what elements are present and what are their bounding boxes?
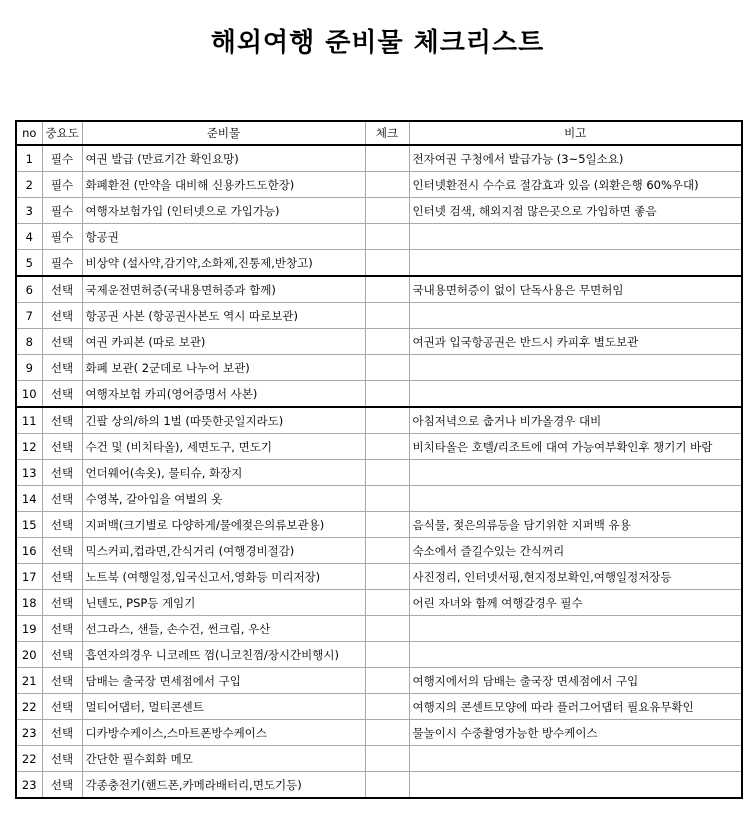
row-importance-cell: 필수 — [42, 224, 82, 250]
row-note-cell: 여행지의 콘센트모양에 따라 플러그어댑터 필요유무확인 — [409, 694, 742, 720]
header-no: no — [16, 121, 42, 145]
row-no-cell: 16 — [16, 538, 42, 564]
row-importance-cell: 선택 — [42, 564, 82, 590]
row-item-cell: 노트북 (여행일정,입국신고서,영화등 미리저장) — [82, 564, 365, 590]
row-no-cell: 2 — [16, 172, 42, 198]
table-row — [16, 224, 742, 250]
row-no-cell: 21 — [16, 668, 42, 694]
row-check-cell[interactable] — [365, 434, 409, 460]
row-item-cell: 멀티어댑터, 멀티콘센트 — [82, 694, 365, 720]
row-note-cell: 비치타올은 호텔/리조트에 대여 가능여부확인후 챙기기 바람 — [409, 434, 742, 460]
row-note-cell: 국내용면허증이 없이 단독사용은 무면허임 — [409, 276, 742, 303]
row-item-cell: 국제운전면허증(국내용면허증과 함께) — [82, 276, 365, 303]
row-importance-cell: 선택 — [42, 512, 82, 538]
table-row — [16, 746, 742, 772]
row-item-cell: 선그라스, 샌들, 손수건, 썬크림, 우산 — [82, 616, 365, 642]
table-row — [16, 407, 742, 434]
row-check-cell[interactable] — [365, 746, 409, 772]
row-note-cell: 사진정리, 인터넷서핑,현지정보확인,여행일정저장등 — [409, 564, 742, 590]
row-no-cell: 9 — [16, 355, 42, 381]
table-row — [16, 172, 742, 198]
row-importance-cell: 필수 — [42, 250, 82, 277]
row-note-cell: 물놀이시 수중촬영가능한 방수케이스 — [409, 720, 742, 746]
row-item-cell: 각종충전기(핸드폰,카메라배터리,면도기등) — [82, 772, 365, 799]
table-row — [16, 355, 742, 381]
row-importance-cell: 선택 — [42, 303, 82, 329]
header-row — [16, 121, 742, 145]
row-note-cell — [409, 303, 742, 329]
row-item-cell: 담배는 출국장 면세점에서 구입 — [82, 668, 365, 694]
row-item-cell: 지퍼백(크기별로 다양하게/물에젖은의류보관용) — [82, 512, 365, 538]
row-check-cell[interactable] — [365, 303, 409, 329]
row-importance-cell: 선택 — [42, 355, 82, 381]
table-row — [16, 460, 742, 486]
table-row — [16, 694, 742, 720]
table-row — [16, 668, 742, 694]
row-check-cell[interactable] — [365, 720, 409, 746]
row-note-cell — [409, 460, 742, 486]
row-importance-cell: 선택 — [42, 460, 82, 486]
header-note: 비고 — [409, 121, 742, 145]
table-row — [16, 434, 742, 460]
page-title: 해외여행 준비물 체크리스트 — [210, 28, 545, 58]
row-importance-cell: 선택 — [42, 746, 82, 772]
row-check-cell[interactable] — [365, 772, 409, 799]
row-item-cell: 수건 및 (비치타올), 세면도구, 면도기 — [82, 434, 365, 460]
table-row — [16, 564, 742, 590]
row-item-cell: 긴팔 상의/하의 1벌 (따뜻한곳일지라도) — [82, 407, 365, 434]
row-item-cell: 화폐 보관( 2군데로 나누어 보관) — [82, 355, 365, 381]
row-note-cell — [409, 746, 742, 772]
row-note-cell: 아침저녁으로 춥거나 비가올경우 대비 — [409, 407, 742, 434]
row-note-cell — [409, 355, 742, 381]
row-item-cell: 항공권 사본 (항공권사본도 역시 따로보관) — [82, 303, 365, 329]
table-row — [16, 303, 742, 329]
row-item-cell: 여행자보험 카피(영어증명서 사본) — [82, 381, 365, 408]
row-item-cell: 간단한 필수회화 메모 — [82, 746, 365, 772]
row-check-cell[interactable] — [365, 250, 409, 277]
row-item-cell: 믹스커피,컵라면,간식거리 (여행경비절감) — [82, 538, 365, 564]
row-check-cell[interactable] — [365, 642, 409, 668]
row-note-cell: 숙소에서 즐길수있는 간식꺼리 — [409, 538, 742, 564]
row-importance-cell: 선택 — [42, 486, 82, 512]
row-importance-cell: 선택 — [42, 538, 82, 564]
table-row — [16, 198, 742, 224]
table-row — [16, 538, 742, 564]
row-check-cell[interactable] — [365, 355, 409, 381]
row-no-cell: 12 — [16, 434, 42, 460]
row-item-cell: 비상약 (설사약,감기약,소화제,진통제,반창고) — [82, 250, 365, 277]
row-note-cell: 여행지에서의 담배는 출국장 면세점에서 구입 — [409, 668, 742, 694]
row-item-cell: 언더웨어(속옷), 물티슈, 화장지 — [82, 460, 365, 486]
row-importance-cell: 선택 — [42, 276, 82, 303]
row-note-cell — [409, 642, 742, 668]
row-note-cell — [409, 250, 742, 277]
row-no-cell: 18 — [16, 590, 42, 616]
row-no-cell: 13 — [16, 460, 42, 486]
row-item-cell: 흡연자의경우 니코레뜨 껌(니코친껌/장시간비행시) — [82, 642, 365, 668]
row-check-cell[interactable] — [365, 460, 409, 486]
row-note-cell — [409, 616, 742, 642]
row-no-cell: 15 — [16, 512, 42, 538]
row-importance-cell: 선택 — [42, 772, 82, 799]
row-importance-cell: 선택 — [42, 668, 82, 694]
row-importance-cell: 선택 — [42, 434, 82, 460]
row-no-cell: 4 — [16, 224, 42, 250]
row-check-cell[interactable] — [365, 381, 409, 408]
row-item-cell: 여행자보험가입 (인터넷으로 가입가능) — [82, 198, 365, 224]
table-row — [16, 250, 742, 277]
row-importance-cell: 선택 — [42, 720, 82, 746]
table-row — [16, 381, 742, 408]
row-note-cell: 여권과 입국항공권은 반드시 카피후 별도보관 — [409, 329, 742, 355]
row-importance-cell: 선택 — [42, 407, 82, 434]
header-importance: 중요도 — [42, 121, 82, 145]
row-note-cell: 인터넷환전시 수수료 절감효과 있음 (외환은행 60%우대) — [409, 172, 742, 198]
row-note-cell: 어린 자녀와 함께 여행갈경우 필수 — [409, 590, 742, 616]
row-check-cell[interactable] — [365, 407, 409, 434]
row-no-cell: 8 — [16, 329, 42, 355]
row-importance-cell: 선택 — [42, 642, 82, 668]
row-item-cell: 화폐환전 (만약을 대비해 신용카드도한장) — [82, 172, 365, 198]
row-importance-cell: 필수 — [42, 198, 82, 224]
row-no-cell: 3 — [16, 198, 42, 224]
row-note-cell — [409, 224, 742, 250]
row-no-cell: 20 — [16, 642, 42, 668]
row-note-cell: 전자여권 구청에서 발급가능 (3~5일소요) — [409, 145, 742, 172]
row-note-cell: 음식물, 젖은의류등을 담기위한 지퍼백 유용 — [409, 512, 742, 538]
row-no-cell: 19 — [16, 616, 42, 642]
header-item: 준비물 — [82, 121, 365, 145]
table-row — [16, 720, 742, 746]
row-no-cell: 23 — [16, 720, 42, 746]
table-row — [16, 590, 742, 616]
table-row — [16, 276, 742, 303]
row-check-cell[interactable] — [365, 172, 409, 198]
row-importance-cell: 필수 — [42, 145, 82, 172]
row-check-cell[interactable] — [365, 668, 409, 694]
row-item-cell: 항공권 — [82, 224, 365, 250]
row-check-cell[interactable] — [365, 198, 409, 224]
row-note-cell — [409, 486, 742, 512]
row-item-cell: 디카방수케이스,스마트폰방수케이스 — [82, 720, 365, 746]
row-no-cell: 6 — [16, 276, 42, 303]
row-item-cell: 여권 카피본 (따로 보관) — [82, 329, 365, 355]
row-note-cell: 인터넷 검색, 해외지점 많은곳으로 가입하면 좋음 — [409, 198, 742, 224]
row-no-cell: 23 — [16, 772, 42, 799]
row-no-cell: 11 — [16, 407, 42, 434]
row-note-cell — [409, 381, 742, 408]
table-row — [16, 512, 742, 538]
row-check-cell[interactable] — [365, 329, 409, 355]
table-row — [16, 772, 742, 799]
row-importance-cell: 필수 — [42, 172, 82, 198]
row-check-cell[interactable] — [365, 512, 409, 538]
row-check-cell[interactable] — [365, 616, 409, 642]
row-check-cell[interactable] — [365, 538, 409, 564]
row-check-cell[interactable] — [365, 694, 409, 720]
row-no-cell: 17 — [16, 564, 42, 590]
row-item-cell: 수영복, 갈아입을 여벌의 옷 — [82, 486, 365, 512]
row-item-cell: 여권 발급 (만료기간 확인요망) — [82, 145, 365, 172]
table-row — [16, 642, 742, 668]
header-check: 체크 — [365, 121, 409, 145]
row-check-cell[interactable] — [365, 486, 409, 512]
row-no-cell: 14 — [16, 486, 42, 512]
row-importance-cell: 선택 — [42, 616, 82, 642]
row-note-cell — [409, 772, 742, 799]
row-check-cell[interactable] — [365, 564, 409, 590]
row-check-cell[interactable] — [365, 276, 409, 303]
row-importance-cell: 선택 — [42, 590, 82, 616]
checklist-table — [15, 120, 743, 799]
row-no-cell: 10 — [16, 381, 42, 408]
row-importance-cell: 선택 — [42, 694, 82, 720]
row-item-cell: 닌텐도, PSP등 게임기 — [82, 590, 365, 616]
table-row — [16, 145, 742, 172]
row-no-cell: 1 — [16, 145, 42, 172]
row-importance-cell: 선택 — [42, 381, 82, 408]
row-no-cell: 22 — [16, 694, 42, 720]
row-check-cell[interactable] — [365, 145, 409, 172]
row-no-cell: 22 — [16, 746, 42, 772]
table-row — [16, 329, 742, 355]
row-importance-cell: 선택 — [42, 329, 82, 355]
row-check-cell[interactable] — [365, 224, 409, 250]
row-no-cell: 5 — [16, 250, 42, 277]
table-row — [16, 486, 742, 512]
row-check-cell[interactable] — [365, 590, 409, 616]
table-row — [16, 616, 742, 642]
row-no-cell: 7 — [16, 303, 42, 329]
